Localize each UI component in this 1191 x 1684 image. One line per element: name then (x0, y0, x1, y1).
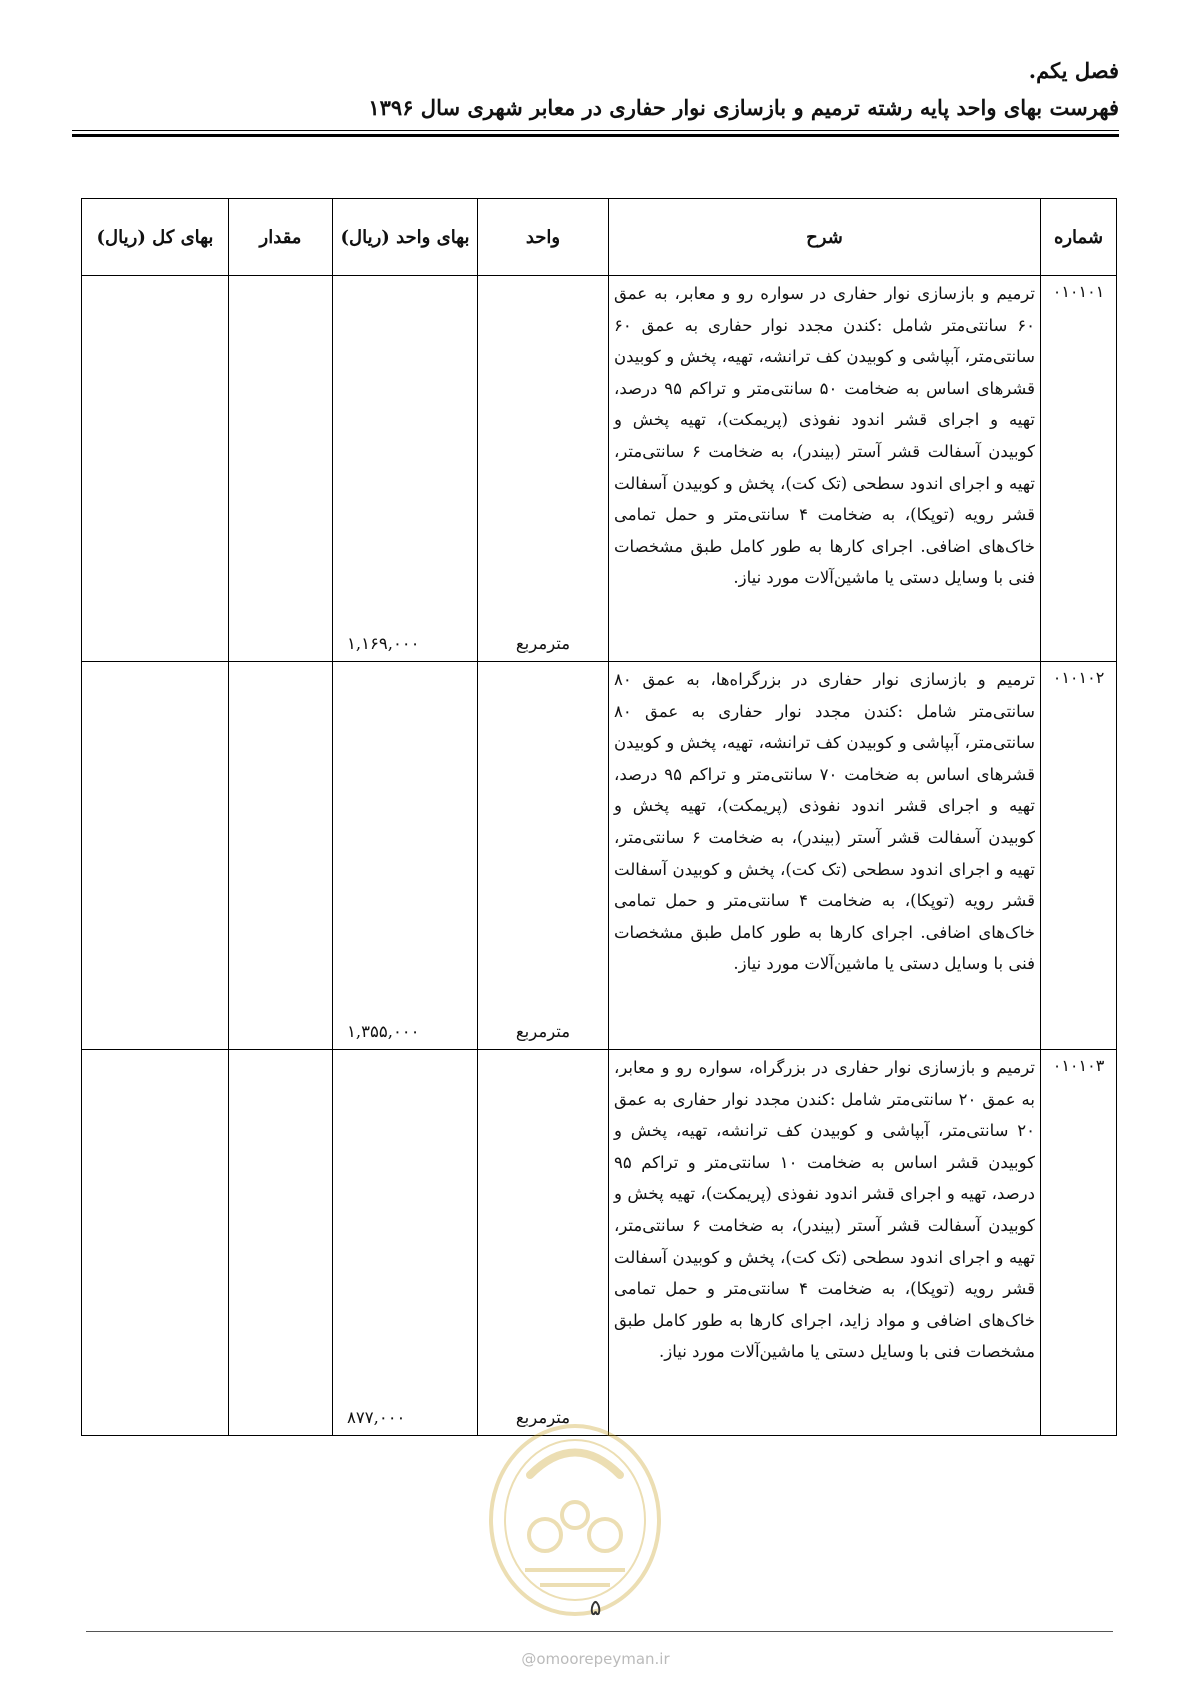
item-number: ۰۱۰۱۰۲ (1041, 662, 1117, 1050)
footer-rule (86, 1631, 1113, 1632)
item-unit-price: ۸۷۷,۰۰۰ (333, 1050, 478, 1436)
seal-watermark-icon (485, 1420, 665, 1620)
item-quantity (229, 276, 333, 662)
column-header-unit: واحد (478, 199, 609, 276)
item-number: ۰۱۰۱۰۱ (1041, 276, 1117, 662)
column-header-description: شرح (609, 199, 1041, 276)
item-description: ترمیم و بازسازی نوار حفاری در بزرگراه، سواره رو و معابر، به عمق ۲۰ سانتی‌متر شامل :کندن مجدد نوار حفاری به عمق ۲۰ سانتی‌متر، آبپاشی و کوبیدن کف ترانشه، تهیه، پخش و کوبیدن قشر اساس به ضخامت ۱۰ سانتی‌متر و تراکم ۹۵ درصد، تهیه و اجرای قشر اندود نفوذی (پریمکت)، تهیه پخش و کوبیدن آسفالت قشر آستر (بیندر)، به ضخامت ۶ سانتی‌متر، تهیه و اجرای اندود سطحی (تک کت)، پخش و کوبیدن آسفالت قشر رویه (توپکا)، به ضخامت ۴ سانتی‌متر و حمل تمامی خاک‌های اضافی و مواد زاید، اجرای کارها به طور کامل طبق مشخصات فنی با وسایل دستی یا ماشین‌آلات مورد نیاز. (609, 1050, 1041, 1436)
document-title: فهرست بهای واحد پایه رشته ترمیم و بازسازی نوار حفاری در معابر شهری سال ۱۳۹۶ (368, 95, 1119, 120)
item-unit-price: ۱,۱۶۹,۰۰۰ (333, 276, 478, 662)
website-watermark: @omoorepeyman.ir (521, 1650, 670, 1668)
column-header-quantity: مقدار (229, 199, 333, 276)
item-number: ۰۱۰۱۰۳ (1041, 1050, 1117, 1436)
chapter-title: فصل یکم. (1028, 58, 1119, 83)
item-description: ترمیم و بازسازی نوار حفاری در سواره رو و معابر، به عمق ۶۰ سانتی‌متر شامل :کندن مجدد نوار حفاری به عمق ۶۰ سانتی‌متر، آبپاشی و کوبیدن کف ترانشه، تهیه، پخش و کوبیدن قشرهای اساس به ضخامت ۵۰ سانتی‌متر و تراکم ۹۵ درصد، تهیه و اجرای قشر اندود نفوذی (پریمکت)، تهیه پخش و کوبیدن آسفالت قشر آستر (بیندر)، به ضخامت ۶ سانتی‌متر، تهیه و اجرای اندود سطحی (تک کت)، پخش و کوبیدن آسفالت قشر رویه (توپکا)، به ضخامت ۴ سانتی‌متر و حمل تمامی خاک‌های اضافی. اجرای کارها به طور کامل طبق مشخصات فنی با وسایل دستی یا ماشین‌آلات مورد نیاز. (609, 276, 1041, 662)
column-header-number: شماره (1041, 199, 1117, 276)
column-header-unit-price: بهای واحد (ریال) (333, 199, 478, 276)
page-number: ۵ (589, 1596, 602, 1621)
item-unit: مترمربع (478, 1050, 609, 1436)
header-rule-thin (72, 130, 1119, 131)
item-quantity (229, 1050, 333, 1436)
item-quantity (229, 662, 333, 1050)
table-row (82, 276, 1117, 662)
table-header-row (82, 199, 1117, 276)
item-unit: مترمربع (478, 276, 609, 662)
table-row (82, 662, 1117, 1050)
column-header-total: بهای کل (ریال) (82, 199, 229, 276)
item-total (82, 1050, 229, 1436)
item-total (82, 662, 229, 1050)
item-unit: مترمربع (478, 662, 609, 1050)
item-description: ترمیم و بازسازی نوار حفاری در بزرگراه‌ها، به عمق ۸۰ سانتی‌متر شامل :کندن مجدد نوار حفاری به عمق ۸۰ سانتی‌متر، آبپاشی و کوبیدن کف ترانشه، تهیه، پخش و کوبیدن قشرهای اساس به ضخامت ۷۰ سانتی‌متر و تراکم ۹۵ درصد، تهیه و اجرای قشر اندود نفوذی (پریمکت)، تهیه پخش و کوبیدن آسفالت قشر آستر (بیندر)، به ضخامت ۶ سانتی‌متر، تهیه و اجرای اندود سطحی (تک کت)، پخش و کوبیدن آسفالت قشر رویه (توپکا)، به ضخامت ۴ سانتی‌متر و حمل تمامی خاک‌های اضافی. اجرای کارها به طور کامل طبق مشخصات فنی با وسایل دستی یا ماشین‌آلات مورد نیاز. (609, 662, 1041, 1050)
item-unit-price: ۱,۳۵۵,۰۰۰ (333, 662, 478, 1050)
item-total (82, 276, 229, 662)
table-row (82, 1050, 1117, 1436)
header-rule-thick (72, 134, 1119, 137)
price-list-table (81, 198, 1117, 1436)
